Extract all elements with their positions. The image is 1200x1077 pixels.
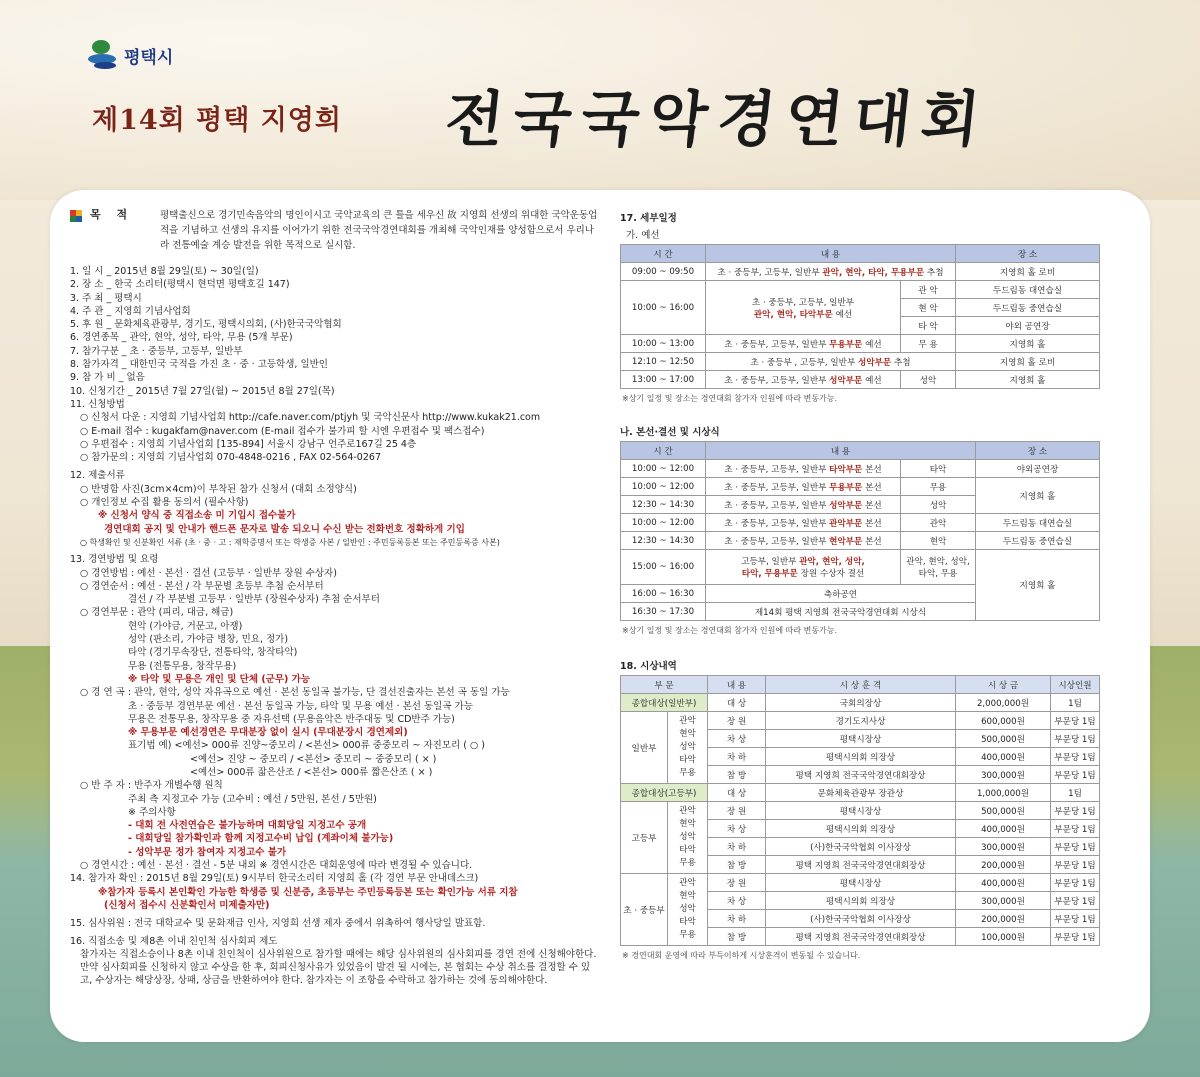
table-cell: 12:30 ~ 14:30 — [621, 532, 706, 550]
table-cell: 평택시장상 — [766, 874, 956, 892]
table-cell: 초 · 중등부, 고등부, 일반부 타악부문 본선 — [706, 460, 901, 478]
caution-heading: ※ 주의사항 — [128, 806, 176, 818]
table-cell: 내 용 — [706, 442, 976, 460]
table-cell: 부문당 1팀 — [1051, 748, 1100, 766]
table-cell: 부문당 1팀 — [1051, 838, 1100, 856]
table-cell: 초 · 중등부, 고등부, 일반부 무용부문 예선 — [706, 335, 901, 353]
table-cell: 장 소 — [976, 442, 1100, 460]
method-time: ○ 경연시간 : 예선 · 본선 · 결선 - 5분 내외 ※ 경연시간은 대회운영에 따라 변경될 수 있습니다. — [80, 860, 473, 872]
table-cell: 10:00 ~ 12:00 — [621, 478, 706, 496]
doc-privacy: ○ 개인정보 수집 활용 동의서 (필수사항) — [80, 497, 249, 509]
prelim-table — [620, 244, 1100, 389]
table-cell: 300,000원 — [956, 766, 1051, 784]
table-cell: 두드림동 대연습실 — [956, 281, 1100, 299]
item-venue: 2. 장 소 _ 한국 소리터(평택시 현덕면 평택호길 147) — [70, 279, 290, 291]
table-cell: (사)한국국악협회 이사장상 — [766, 910, 956, 928]
item-host: 3. 주 최 _ 평택시 — [70, 292, 142, 304]
table-cell: 초 · 중등부 — [621, 874, 668, 946]
right-column — [620, 208, 1100, 961]
table-cell: 시 상 훈 격 — [766, 676, 956, 694]
table-cell: 초 · 중등부, 고등부, 일반부 성악부문 예선 — [706, 371, 901, 389]
recusal-text: 참가자는 직접소승이나 8촌 이내 친인척이 심사위원으로 참가할 때에는 해당 심사위원의 심사회피를 경연 전에 신청해야한다. 만약 심사회피를 신청하지 않고 수상을 한 후, 회피신청사유가 있었음이 발견 될 시에는, 본 협회는 수상 취소를 결정할 수 있고, 수상자는 해당상장, 상패, 상금을 반환하여야 한다. 참가자는 이 조항을 수락하고 참가하는 것에 동의해야한다. — [80, 948, 597, 987]
category-note: ※ 타악 및 무용은 개인 및 단체 (군무) 가능 — [128, 673, 311, 685]
table-row — [621, 460, 1100, 478]
table-cell: 지영희 홀 로비 — [956, 263, 1100, 281]
table-row — [621, 353, 1100, 371]
table-cell: 300,000원 — [956, 838, 1051, 856]
awards-note: ※ 경연대회 운영에 따라 부득이하게 시상훈격이 변동될 수 있습니다. — [622, 951, 861, 960]
table-cell: 내 용 — [708, 676, 766, 694]
table-cell: 대 상 — [708, 694, 766, 712]
table-row — [621, 371, 1100, 389]
table-cell: 부문당 1팀 — [1051, 712, 1100, 730]
prelim-note: ※상기 일정 및 장소는 경연대회 참가자 인원에 따라 변동가능. — [622, 394, 838, 403]
item-events: 6. 경연종목 _ 관악, 현악, 성악, 타악, 무용 (5개 부문) — [70, 332, 293, 344]
item-date: 1. 일 시 _ 2015년 8월 29일(토) ~ 30일(일) — [70, 266, 259, 277]
table-cell: 부문당 1팀 — [1051, 928, 1100, 946]
table-cell: 타 악 — [901, 317, 956, 335]
table-cell: 지영희 홀 — [956, 335, 1100, 353]
table-cell: 평택시의회 의장상 — [766, 892, 956, 910]
table-cell: 현 악 — [901, 299, 956, 317]
table-cell: 15:00 ~ 16:00 — [621, 550, 706, 585]
left-column — [70, 208, 600, 988]
table-row — [621, 712, 1100, 730]
table-cell: 차 상 — [708, 892, 766, 910]
table-cell: 10:00 ~ 12:00 — [621, 460, 706, 478]
table-cell: 평택시장상 — [766, 802, 956, 820]
table-cell: 일반부 — [621, 712, 668, 784]
table-row — [621, 802, 1100, 820]
table-cell: 300,000원 — [956, 892, 1051, 910]
checkin-note-2: (신청서 접수시 신분확인서 미제출자만) — [104, 899, 270, 911]
table-cell: 야외 공연장 — [956, 317, 1100, 335]
table-cell: 차 하 — [708, 838, 766, 856]
city-logo — [88, 40, 173, 70]
table-cell: 16:00 ~ 16:30 — [621, 585, 706, 603]
table-cell: 초 · 중등부, 고등부, 일반부 관악부문 본선 — [706, 514, 901, 532]
table-row — [621, 532, 1100, 550]
table-cell: 1,000,000원 — [956, 784, 1051, 802]
category-vocal: 성악 (판소리, 가야금 병창, 민요, 정가) — [128, 634, 289, 646]
notation-example-1: 표기법 예) <예선> 000류 진양~중모리 / <본선> 000류 중중모리 ~ 자진모리 ( ○ ) — [128, 740, 485, 752]
table-cell: 평택 지영희 전국국악경연대회장상 — [766, 766, 956, 784]
caution-2: - 대회당일 참가확인과 함께 지정고수비 납입 (계좌이체 불가능) — [128, 833, 394, 845]
table-cell: 200,000원 — [956, 856, 1051, 874]
main-note: ※상기 일정 및 장소는 경연대회 참가자 인원에 따라 변동가능. — [622, 626, 838, 635]
table-cell: 평택시의회 의장상 — [766, 748, 956, 766]
item-checkin: 14. 참가자 확인 : 2015년 8월 29일(토) 9시부터 한국소리터 지영희 홀 (각 경연 부문 안내데스크) — [70, 873, 479, 885]
purpose-text: 평택출신으로 경기민속음악의 명인이시고 국악교육의 큰 틀을 세우신 故 지영희 선생의 위대한 국악운동업적을 기념하고 선생의 유지를 이어가기 위한 전국국악경연대회를 개최해 국악인재를 양성함으로서 우리나라 전통예술 계승 발전을 위한 목적으로 실시함. — [160, 210, 598, 251]
table-cell: 관악 — [901, 514, 976, 532]
doc-photo: ○ 반명함 사진(3cm×4cm)이 부착된 참가 신청서 (대회 소정양식) — [80, 483, 357, 495]
apply-download: ○ 신청서 다운 : 지영희 기념사업회 http://cafe.naver.com/ptjyh 및 국악신문사 http://www.kukak21.com — [80, 412, 541, 424]
table-cell: 경기도지사상 — [766, 712, 956, 730]
event-title: 전국국악경연대회 — [441, 85, 993, 155]
table-row — [621, 550, 1100, 585]
item-method: 13. 경연방법 및 요령 — [70, 554, 159, 566]
method-order-2: 결선 / 각 부분별 고등부 · 일반부 (장원수상자) 추첨 순서부터 — [128, 594, 380, 606]
table-cell: 무용 — [901, 478, 976, 496]
table-cell: 두드림동 중연습실 — [976, 532, 1100, 550]
table-cell: 10:00 ~ 13:00 — [621, 335, 706, 353]
table-cell: 무 용 — [901, 335, 956, 353]
table-row — [621, 514, 1100, 532]
item-eligibility: 8. 참가자격 _ 대한민국 국적을 가진 초 · 중 · 고등학생, 일반인 — [70, 359, 328, 371]
notation-example-3: <예선> 000류 잛은산조 / <본선> 000류 짧은산조 ( × ) — [190, 766, 433, 778]
table-cell: 초 · 중등부, 고등부, 일반부 무용부문 본선 — [706, 478, 901, 496]
table-cell: 지영희 홀 — [976, 478, 1100, 514]
apply-email: ○ E-mail 접수 : kugakfam@naver.com (E-mail 접수가 불가피 할 시엔 우편접수 및 팩스접수) — [80, 425, 485, 437]
table-row — [621, 263, 1100, 281]
table-cell: 축하공연 — [706, 585, 976, 603]
main-title: 나. 본선·결선 및 시상식 — [620, 427, 720, 438]
main-table — [620, 441, 1100, 621]
purpose-label: 목 적 — [90, 208, 134, 221]
table-cell: 차 하 — [708, 748, 766, 766]
table-cell: 400,000원 — [956, 748, 1051, 766]
item-apply: 11. 신청방법 — [70, 398, 125, 410]
table-cell: 지영희 홀 — [956, 371, 1100, 389]
item-sponsor: 5. 후 원 _ 문화체육관광부, 경기도, 평택시의회, (사)한국국악협회 — [70, 319, 342, 331]
table-cell: 16:30 ~ 17:30 — [621, 603, 706, 621]
purpose-section — [70, 208, 600, 253]
table-cell: 부문당 1팀 — [1051, 820, 1100, 838]
table-cell: 장 원 — [708, 802, 766, 820]
table-cell: 차 상 — [708, 820, 766, 838]
table-cell: 부문당 1팀 — [1051, 766, 1100, 784]
table-cell: 관악 현악 성악 타악 무용 — [668, 802, 708, 874]
table-cell: 시 간 — [621, 442, 706, 460]
piece-dance: 무용은 전통무용, 창작무용 중 자유선택 (무용음악은 반주대동 및 CD반주 가능) — [128, 713, 455, 725]
col-place: 장 소 — [956, 245, 1100, 263]
item-organizer: 4. 주 관 _ 지영희 기념사업회 — [70, 305, 191, 317]
table-cell: 400,000원 — [956, 820, 1051, 838]
table-cell: 부문당 1팀 — [1051, 910, 1100, 928]
table-row — [621, 694, 1100, 712]
table-cell: 차 하 — [708, 910, 766, 928]
apply-contact: ○ 참가문의 : 지영희 기념사업회 070-4848-0216 , FAX 02-564-0267 — [80, 452, 381, 464]
category-percussion: 타악 (경기무속장단, 전통타악, 창작타악) — [128, 647, 298, 659]
table-cell: 10:00 ~ 16:00 — [621, 281, 706, 335]
table-cell: 초 · 중등부, 고등부, 일반부 성악부문 본선 — [706, 496, 901, 514]
piece-mid: 초 · 중등부 경연부문 예선 · 본선 동일곡 가능, 타악 및 무용 예선 · 본선 동일곡 가능 — [128, 700, 473, 712]
table-cell: 시 상 금 — [956, 676, 1051, 694]
doc-id: ○ 학생확인 및 신분확인 서류 (초 · 중 · 고 : 재학증명서 또는 학생증 사본 / 일반인 : 주민등록등본 또는 주민등록증 사본) — [80, 537, 500, 547]
table-cell: 장 원 — [708, 874, 766, 892]
table-cell: 부문당 1팀 — [1051, 892, 1100, 910]
table-cell: 초 · 중등부, 고등부, 일반부 관악, 현악, 타악부문 예선 — [706, 281, 901, 335]
awards-title: 18. 시상내역 — [620, 661, 677, 672]
table-cell: 장 원 — [708, 712, 766, 730]
table-row — [621, 784, 1100, 802]
table-cell: 성악 — [901, 371, 956, 389]
checkin-note: ※참가자 등록시 본인확인 가능한 학생증 및 신분증, 초등부는 주민등록등본 또는 확인가능 서류 지참 — [98, 886, 518, 898]
doc-warning-2: 경연대회 공지 및 안내가 핸드폰 문자로 발송 되오니 수신 받는 전화번호 정확하게 기입 — [104, 523, 465, 535]
caution-3: - 성악부문 정가 참여자 지정고수 불가 — [128, 846, 287, 858]
city-name: 평택시 — [124, 47, 174, 68]
item-fee: 9. 참 가 비 _ 없음 — [70, 372, 145, 384]
table-cell: 2,000,000원 — [956, 694, 1051, 712]
table-cell: 초 · 중등부, 고등부, 일반부 관악, 현악, 타악, 무용부문 추첨 — [706, 263, 956, 281]
item-division: 7. 참가구분 _ 초 · 중등부, 고등부, 일반부 — [70, 345, 243, 357]
piece-dance-note: ※ 무용부문 예선경연은 무대분장 없이 실시 (무대분장시 경연제외) — [128, 727, 408, 739]
table-cell: 국회의장상 — [766, 694, 956, 712]
table-cell: 종합대상(일반부) — [621, 694, 708, 712]
item-recusal: 16. 직접소송 및 제8촌 이내 친인척 심사회피 제도 — [70, 935, 278, 947]
table-cell: 대 상 — [708, 784, 766, 802]
col-content: 내 용 — [706, 245, 956, 263]
table-cell: 12:30 ~ 14:30 — [621, 496, 706, 514]
table-cell: 제14회 평택 지영희 전국국악경연대회 시상식 — [706, 603, 976, 621]
table-cell: 1팀 — [1051, 784, 1100, 802]
table-cell: 관 악 — [901, 281, 956, 299]
method-order: ○ 경연순서 : 예선 · 본선 / 각 부문별 초등부 추첨 순서부터 — [80, 580, 324, 592]
caution-1: - 대회 전 사전연습은 불가능하며 대회당일 지정고수 공개 — [128, 820, 367, 832]
table-cell: 부문당 1팀 — [1051, 802, 1100, 820]
table-cell: 200,000원 — [956, 910, 1051, 928]
prelim-title: 가. 예선 — [626, 230, 660, 241]
item-documents: 12. 제출서류 — [70, 470, 125, 482]
table-cell: 야외공연장 — [976, 460, 1100, 478]
table-cell: 600,000원 — [956, 712, 1051, 730]
table-cell: 평택시의회 의장상 — [766, 820, 956, 838]
table-cell: 부문당 1팀 — [1051, 856, 1100, 874]
table-cell: 초 · 중등부 , 고등부, 일반부 성악부문 추첨 — [706, 353, 956, 371]
method-category: ○ 경연부문 : 관악 (피리, 대금, 해금) — [80, 607, 234, 619]
table-cell: 고등부 — [621, 802, 668, 874]
table-cell: 평택 지영희 전국국악경연대회장상 — [766, 856, 956, 874]
table-row — [621, 281, 1100, 299]
table-cell: 초 · 중등부, 고등부, 일반부 현악부문 본선 — [706, 532, 901, 550]
table-cell: 500,000원 — [956, 730, 1051, 748]
table-cell: 문화체육관광부 장관상 — [766, 784, 956, 802]
table-cell: 관악 현악 성악 타악 무용 — [668, 874, 708, 946]
table-cell: 현악 — [901, 532, 976, 550]
table-cell: 참 방 — [708, 856, 766, 874]
table-row — [621, 874, 1100, 892]
table-cell: 두드림동 대연습실 — [976, 514, 1100, 532]
item-judges: 15. 심사위원 : 전국 대학교수 및 문화재급 인사, 지영희 선생 제자 중에서 위촉하여 행사당일 발표함. — [70, 918, 486, 930]
table-row — [621, 478, 1100, 496]
method-accompanist: ○ 반 주 자 : 반주자 개별수행 원칙 — [80, 780, 223, 792]
table-cell: 부 문 — [621, 676, 708, 694]
table-cell: 부문당 1팀 — [1051, 874, 1100, 892]
table-cell: (사)한국국악협회 이사장상 — [766, 838, 956, 856]
table-cell: 500,000원 — [956, 802, 1051, 820]
bullet-square-icon — [70, 210, 82, 222]
table-cell: 차 상 — [708, 730, 766, 748]
table-row — [621, 335, 1100, 353]
method-piece: ○ 경 연 곡 : 관악, 현악, 성악 자유곡으로 예선 · 본선 동일곡 불가능, 단 결선진출자는 본선 곡 동일 가능 — [80, 687, 510, 699]
table-cell: 지영희 홀 로비 — [956, 353, 1100, 371]
table-cell: 부문당 1팀 — [1051, 730, 1100, 748]
table-cell: 성악 — [901, 496, 976, 514]
schedule-title: 17. 세부일정 — [620, 213, 677, 224]
table-cell: 시상인원 — [1051, 676, 1100, 694]
table-cell: 관악, 현악, 성악, 타악, 무용 — [901, 550, 976, 585]
table-cell: 고등부, 일반부 관악, 현악, 성악, 타악, 무용부문 장원 수상자 결선 — [706, 550, 901, 585]
awards-table — [620, 675, 1100, 946]
table-cell: 두드림동 중연습실 — [956, 299, 1100, 317]
table-cell: 종합대상(고등부) — [621, 784, 708, 802]
city-emblem-icon — [88, 40, 118, 70]
table-cell: 12:10 ~ 12:50 — [621, 353, 706, 371]
table-cell: 관악 현악 성악 타악 무용 — [668, 712, 708, 784]
doc-warning: ※ 신청서 양식 중 직접소송 미 기입시 접수불가 — [98, 510, 296, 522]
table-cell: 평택시장상 — [766, 730, 956, 748]
item-period: 10. 신청기간 _ 2015년 7월 27일(월) ~ 2015년 8월 27일(목) — [70, 385, 335, 397]
col-time: 시 간 — [621, 245, 706, 263]
table-cell: 1팀 — [1051, 694, 1100, 712]
table-cell: 참 방 — [708, 928, 766, 946]
category-strings: 현악 (가야금, 거문고, 아쟁) — [128, 620, 243, 632]
table-cell: 참 방 — [708, 766, 766, 784]
table-cell: 타악 — [901, 460, 976, 478]
table-cell: 지영희 홀 — [976, 550, 1100, 621]
apply-post: ○ 우편접수 : 지영희 기념사업회 [135-894] 서울시 강남구 언주로167길 25 4층 — [80, 438, 417, 450]
table-cell: 400,000원 — [956, 874, 1051, 892]
notation-example-2: <예선> 진양 ~ 중모리 / <본선> 중모리 ~ 중중모리 ( × ) — [190, 753, 437, 765]
table-cell: 13:00 ~ 17:00 — [621, 371, 706, 389]
category-dance: 무용 (전통무용, 창작무용) — [128, 660, 237, 672]
table-cell: 평택 지영희 전국국악경연대회장상 — [766, 928, 956, 946]
method-stages: ○ 경연방법 : 예선 · 본선 · 결선 (고등부 · 일반부 장원 수상자) — [80, 567, 337, 579]
event-subtitle: 제14회 평택 지영희 — [92, 105, 342, 136]
table-cell: 10:00 ~ 12:00 — [621, 514, 706, 532]
table-cell: 09:00 ~ 09:50 — [621, 263, 706, 281]
accompanist-fee: 주최 측 지정고수 가능 (고수비 : 예선 / 5만원, 본선 / 5만원) — [128, 793, 377, 805]
table-cell: 100,000원 — [956, 928, 1051, 946]
